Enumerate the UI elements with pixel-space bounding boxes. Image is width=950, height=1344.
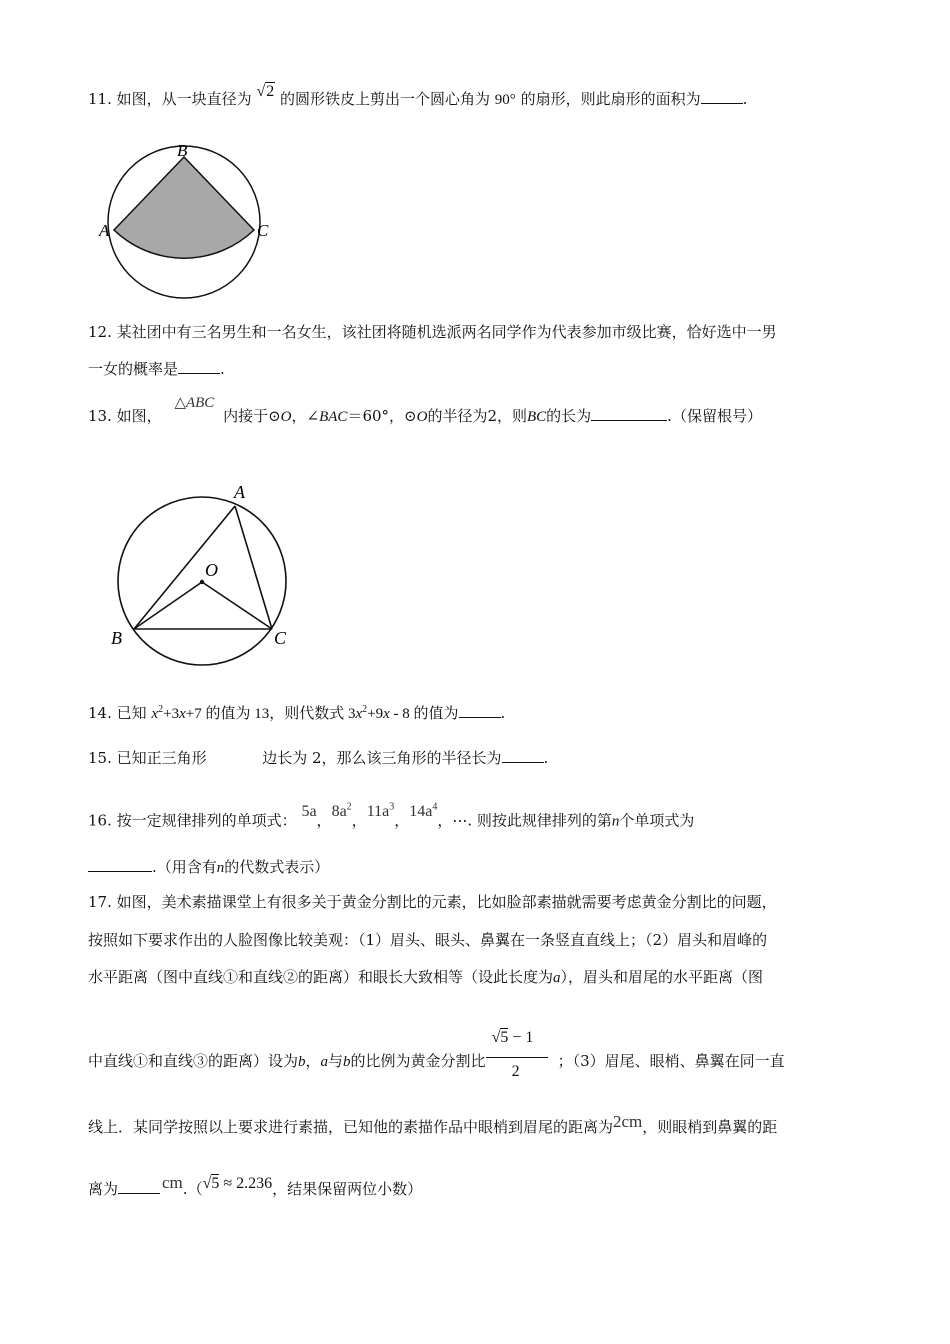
q14-plus3: +3 [163,706,180,722]
q17-line3 [88,966,763,989]
q13-center-dot [200,580,204,584]
q17-approx-sqrt: 5 [211,1175,220,1192]
q17-text-line4-b: ， [305,1052,321,1070]
q17-text-line3-a: 水平距离（图中直线①和直线②的距离）和眼长大致相等（设此长度为 [88,968,554,986]
q16-comma-3: ， [394,811,410,830]
q15-answer-blank[interactable] [502,748,544,763]
q17-text-line4-e: ；（3）眉尾、眼梢、鼻翼在同一直 [557,1052,785,1070]
q16-term-3: 11a [366,803,390,821]
q17-b2: b [343,1054,351,1070]
q13-radius-oc [202,582,272,629]
q17-text-line6-c: ，结果保留两位小数） [272,1180,423,1198]
q17-a: a [553,970,561,986]
q16-exp-4: 4 [432,802,438,813]
q17-line2 [88,929,767,951]
q13-label-b: B [111,628,122,648]
q15-text-a: 已知正三角形 [116,749,207,767]
q14-text-a: 已知 [116,704,147,722]
q11-text-c: 的扇形，则此扇形的面积为 [520,90,701,108]
q17-cm1: 2cm [613,1112,643,1131]
q13-text-d: ＝60°，⊙ [347,407,417,425]
q16-text-c: 个单项式为 [619,811,695,830]
q14-end: . [500,704,506,722]
q15-end: . [543,749,549,767]
q12-number: 12. [88,323,112,341]
q13-label-a: A [234,482,245,502]
q11-label-b: B [177,141,188,160]
q11-angle: 90° [494,92,516,108]
q13-figure [100,478,305,673]
q16-n2: n [216,860,225,876]
q17-answer-blank[interactable] [118,1179,160,1194]
q17-text-line5-b: ，则眼梢到鼻翼的距 [642,1118,778,1136]
q16-comma-2: ， [351,811,367,830]
q11-answer-blank[interactable] [701,89,743,104]
q11-label-c: C [257,221,269,240]
q17-line6 [88,1173,423,1201]
q17-line5 [88,1112,778,1138]
q16-answer-blank[interactable] [88,857,152,872]
q16-line1 [88,802,695,832]
q13-triangle: △ABC [174,395,215,411]
q11-line [88,83,748,111]
q11-number: 11. [88,90,112,108]
q13-text-f: 的长为 [546,407,592,425]
q12-line2 [88,358,225,380]
q11-sqrt-arg: 2 [266,83,275,100]
q14-x4: x [383,706,390,722]
q13-radius-ob [134,582,202,629]
q13-number: 13. [88,407,112,425]
q14-plus9: +9 [367,706,384,722]
q16-text-b: . 则按此规律排列的第 [467,811,612,830]
q14-x3: x [355,706,363,722]
q16-term-1: 5a [301,803,317,821]
q16-number: 16. [88,811,112,830]
q15-number: 15. [88,749,112,767]
q11-label-a: A [99,221,110,240]
q13-bc: BC [526,409,547,425]
q16-text-a: 按一定规律排列的单项式： [116,811,297,830]
q12-text-line1: 某社团中有三名男生和一名女生，该社团将随机选派两名同学作为代表参加市级比赛，恰好选中一男 [116,323,777,341]
q17-line4 [88,1029,785,1080]
q14-x2: x [179,706,186,722]
q16-term-4: 14a [409,803,433,821]
q15-text-b: 边长为 2，那么该三角形的半径长为 [262,749,502,767]
q12-answer-blank[interactable] [178,359,220,374]
q17-text-line3-b: ），眉头和眉尾的水平距离（图 [560,968,764,986]
q16-line2 [88,856,329,879]
q16-line2-a: .（用含有 [152,858,217,876]
q17-frac-rest: − 1 [508,1029,534,1046]
q16-comma-1: ， [316,811,332,830]
q14-answer-blank[interactable] [459,703,501,718]
q14-text-mid: +7 的值为 13，则代数式 3 [185,706,356,722]
q13-text-c: ，∠ [291,407,320,425]
q13-end: .（保留根号） [667,407,762,425]
q13-bac: BAC [319,409,348,425]
q17-frac-den: 2 [511,1063,520,1080]
q13-side-ac [235,506,272,629]
q17-golden-fraction: $\frac{√5 - 1}{2}$ [486,1051,552,1073]
q11-end: . [742,90,748,108]
q13-o1: O [280,409,292,425]
q17-text-line6-b: .（ [182,1180,203,1198]
q14-number: 14. [88,704,112,722]
q17-a2: a [320,1054,329,1070]
q17-line1 [88,891,777,913]
q14-sq1: 2 [158,704,164,715]
q14-x1: x [151,706,159,722]
q14-line [88,699,505,725]
q12-text-line2: 一女的概率是 [88,360,179,378]
q11-text-b: 的圆形铁皮上剪出一个圆心角为 [280,90,491,108]
q15-line [88,747,548,769]
q17-text-line4-c: 与 [328,1052,344,1070]
q11-text-a: 如图，从一块直径为 [116,90,252,108]
q13-side-ab [134,506,235,629]
q12-line1 [88,321,777,343]
q11-sector [114,157,254,258]
q16-line2-b: 的代数式表示） [224,858,330,876]
q17-text-line2: 按照如下要求作出的人脸图像比较美观：（1）眉头、眼头、鼻翼在一条竖直直线上；（2）眉头和眉峰的 [88,931,768,949]
q17-text-line5-a: 线上．某同学按照以上要求进行素描，已知他的素描作品中眼梢到眉尾的距离为 [88,1118,614,1136]
q14-text-end: - 8 的值为 [389,706,459,722]
q16-n: n [611,813,620,830]
q17-frac-sqrt: 5 [500,1029,509,1046]
q17-text-line1: 如图，美术素描课堂上有很多关于黄金分割比的元素，比如脸部素描就需要考虑黄金分割比的问题， [116,893,777,911]
q16-exp-3: 3 [389,802,395,813]
q17-text-line4-a: 中直线①和直线③的距离）设为 [88,1052,299,1070]
q16-term-2: 8a [331,803,347,821]
q17-frac-bar [486,1057,548,1058]
q16-exp-2: 2 [346,802,352,813]
q13-label-c: C [274,628,287,648]
q16-comma-4: ， [437,811,453,830]
q13-o2: O [416,409,428,425]
q17-text-line6-a: 离为 [88,1180,119,1198]
q17-b: b [298,1054,306,1070]
q17-approx: √5 ≈ 2.236 [202,1175,273,1192]
q16-ellipsis: ⋯ [452,813,468,830]
q17-approx-rest: ≈ 2.236 [219,1175,273,1192]
q11-sqrt: √2 [256,83,275,100]
q14-sq2: 2 [362,704,368,715]
q13-label-o: O [205,560,218,580]
q11-figure [95,140,295,305]
q12-end: . [220,360,225,378]
q17-text-line4-d: 的比例为黄金分割比 [350,1052,486,1070]
q13-answer-blank[interactable] [591,406,667,421]
q13-text-b: 内接于⊙ [223,407,281,425]
q13-text-e: 的半径为2，则 [427,407,527,425]
q13-text-a: 如图， [116,407,162,425]
q17-cm2: cm [162,1173,183,1192]
q17-number: 17. [88,893,112,911]
q13-line [88,395,762,428]
